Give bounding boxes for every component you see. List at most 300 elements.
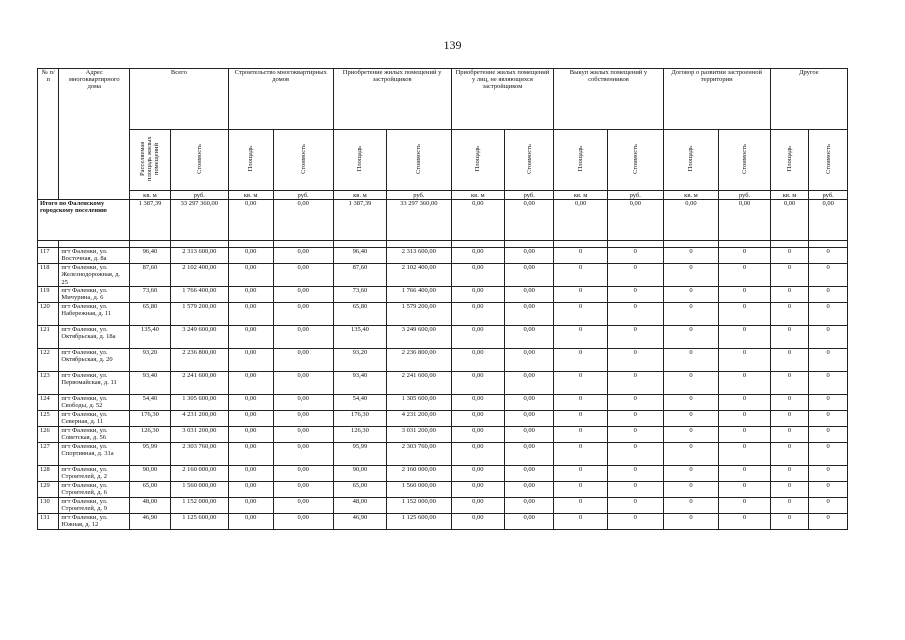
total-value-cell: 1 387,39 — [130, 200, 171, 241]
row-value-cell: 0 — [809, 303, 848, 326]
spacer-cell — [273, 241, 333, 248]
spacer-cell — [770, 241, 809, 248]
row-value-cell: 0,00 — [228, 498, 273, 514]
row-value-cell: 0,00 — [451, 514, 505, 530]
row-value-cell: 0 — [809, 326, 848, 349]
row-value-cell: 3 031 200,00 — [170, 427, 228, 443]
row-value-cell: 3 031 200,00 — [387, 427, 451, 443]
subheader-label: Стоимость — [525, 144, 533, 174]
row-value-cell: 1 125 600,00 — [387, 514, 451, 530]
header-group-total: Всего — [130, 69, 229, 130]
row-value-cell: 1 560 000,00 — [387, 482, 451, 498]
row-value-cell: 0,00 — [505, 482, 554, 498]
row-value-cell: 0 — [770, 248, 809, 264]
row-value-cell: 0 — [554, 372, 608, 395]
row-value-cell: 0,00 — [228, 443, 273, 466]
row-number: 121 — [38, 326, 59, 349]
row-value-cell: 0 — [607, 411, 663, 427]
spacer-cell — [228, 241, 273, 248]
row-number: 123 — [38, 372, 59, 395]
row-value-cell: 0,00 — [228, 264, 273, 287]
row-value-cell: 93,40 — [130, 372, 171, 395]
row-value-cell: 0 — [809, 427, 848, 443]
row-value-cell: 0,00 — [273, 303, 333, 326]
row-value-cell: 0 — [809, 482, 848, 498]
table-row — [38, 264, 848, 287]
row-value-cell: 0,00 — [505, 287, 554, 303]
row-number: 118 — [38, 264, 59, 287]
row-number: 117 — [38, 248, 59, 264]
row-value-cell: 95,99 — [333, 443, 387, 466]
row-value-cell: 0 — [554, 349, 608, 372]
row-value-cell: 93,20 — [130, 349, 171, 372]
subheader-label: Площадь — [577, 146, 585, 172]
subheader-cell — [719, 130, 770, 191]
row-value-cell: 0 — [719, 466, 770, 482]
row-value-cell: 65,80 — [130, 303, 171, 326]
total-value-cell: 0,00 — [719, 200, 770, 241]
subheader-label: Площадь — [474, 146, 482, 172]
row-value-cell: 0,00 — [451, 326, 505, 349]
row-value-cell: 0,00 — [273, 427, 333, 443]
row-value-cell: 0,00 — [273, 466, 333, 482]
row-value-cell: 0 — [719, 514, 770, 530]
row-number: 131 — [38, 514, 59, 530]
row-value-cell: 0,00 — [228, 248, 273, 264]
row-value-cell: 0 — [554, 248, 608, 264]
resettlement-table — [37, 68, 848, 530]
row-value-cell: 3 249 600,00 — [387, 326, 451, 349]
row-value-cell: 0 — [663, 498, 719, 514]
total-value-cell: 33 297 360,00 — [170, 200, 228, 241]
row-value-cell: 96,40 — [333, 248, 387, 264]
row-value-cell: 0,00 — [228, 287, 273, 303]
row-value-cell: 0 — [770, 395, 809, 411]
row-address: пгт Фаленки, ул. Первомайская, д. 11 — [59, 372, 130, 395]
row-value-cell: 2 236 800,00 — [170, 349, 228, 372]
row-value-cell: 54,40 — [130, 395, 171, 411]
row-value-cell: 4 231 200,00 — [387, 411, 451, 427]
row-value-cell: 0,00 — [273, 482, 333, 498]
row-value-cell: 0 — [663, 264, 719, 287]
row-value-cell: 0 — [554, 287, 608, 303]
header-group-other: Другое — [770, 69, 847, 130]
table-row — [38, 287, 848, 303]
row-value-cell: 0 — [554, 466, 608, 482]
spacer-cell — [387, 241, 451, 248]
row-value-cell: 87,60 — [130, 264, 171, 287]
row-value-cell: 2 241 600,00 — [387, 372, 451, 395]
row-value-cell: 0 — [770, 498, 809, 514]
row-value-cell: 0,00 — [505, 264, 554, 287]
row-value-cell: 0,00 — [273, 349, 333, 372]
row-value-cell: 0 — [719, 482, 770, 498]
row-number: 120 — [38, 303, 59, 326]
total-value-cell: 0,00 — [228, 200, 273, 241]
row-value-cell: 176,30 — [333, 411, 387, 427]
row-address: пгт Фаленки, ул. Набережная, д. 11 — [59, 303, 130, 326]
row-value-cell: 90,00 — [333, 466, 387, 482]
row-value-cell: 0 — [719, 287, 770, 303]
row-value-cell: 0 — [770, 443, 809, 466]
row-value-cell: 1 305 600,00 — [170, 395, 228, 411]
total-value-cell: 0,00 — [607, 200, 663, 241]
row-value-cell: 2 102 400,00 — [170, 264, 228, 287]
subheader-label: Площадь — [786, 146, 794, 172]
table-row — [38, 443, 848, 466]
row-value-cell: 126,30 — [130, 427, 171, 443]
spacer-row — [38, 241, 848, 248]
row-value-cell: 0 — [719, 326, 770, 349]
subheader-label: Стоимость — [741, 144, 749, 174]
row-value-cell: 0 — [809, 349, 848, 372]
row-value-cell: 93,40 — [333, 372, 387, 395]
unit-cell: кв. м — [663, 191, 719, 200]
row-value-cell: 0 — [770, 326, 809, 349]
subheader-cell — [505, 130, 554, 191]
row-value-cell: 0,00 — [228, 411, 273, 427]
row-value-cell: 0,00 — [505, 498, 554, 514]
row-value-cell: 0,00 — [505, 303, 554, 326]
row-value-cell: 0 — [770, 287, 809, 303]
unit-cell: руб. — [719, 191, 770, 200]
row-value-cell: 0 — [607, 427, 663, 443]
row-value-cell: 0 — [554, 326, 608, 349]
spacer-cell — [170, 241, 228, 248]
row-value-cell: 0,00 — [273, 248, 333, 264]
total-label: Итого по Фаленскому городскому поселению — [38, 200, 130, 241]
row-value-cell: 0,00 — [451, 303, 505, 326]
row-value-cell: 0 — [770, 411, 809, 427]
row-address: пгт Фаленки, ул. Октябрьская, д. 20 — [59, 349, 130, 372]
row-value-cell: 0 — [719, 395, 770, 411]
header-group-non-developers: Приобретение жилых помещений у лиц, не являющихся застройщиком — [451, 69, 554, 130]
subheader-label: Стоимость — [415, 144, 423, 174]
subheader-cell — [273, 130, 333, 191]
row-value-cell: 1 579 200,00 — [387, 303, 451, 326]
row-value-cell: 0 — [719, 427, 770, 443]
row-value-cell: 2 236 800,00 — [387, 349, 451, 372]
table-row — [38, 248, 848, 264]
row-value-cell: 65,00 — [333, 482, 387, 498]
row-value-cell: 0,00 — [505, 427, 554, 443]
row-value-cell: 0 — [809, 395, 848, 411]
row-value-cell: 0,00 — [228, 514, 273, 530]
row-value-cell: 0,00 — [451, 466, 505, 482]
row-value-cell: 135,40 — [333, 326, 387, 349]
subheader-cell — [770, 130, 809, 191]
row-value-cell: 0 — [554, 303, 608, 326]
subheader-label: Расселяемая площадь жилых помещений — [139, 136, 161, 182]
row-value-cell: 0 — [770, 372, 809, 395]
row-value-cell: 0 — [607, 498, 663, 514]
row-value-cell: 2 160 000,00 — [170, 466, 228, 482]
subheader-cell — [228, 130, 273, 191]
header-group-development-agreement: Договор о развитии застроенной территории — [663, 69, 770, 130]
header-address: Адрес многоквартирного дома — [59, 69, 130, 200]
row-value-cell: 0,00 — [505, 466, 554, 482]
row-value-cell: 0 — [770, 303, 809, 326]
row-value-cell: 46,90 — [130, 514, 171, 530]
row-value-cell: 1 125 600,00 — [170, 514, 228, 530]
row-value-cell: 0,00 — [505, 514, 554, 530]
row-value-cell: 1 305 600,00 — [387, 395, 451, 411]
row-value-cell: 0 — [607, 372, 663, 395]
row-value-cell: 4 231 200,00 — [170, 411, 228, 427]
row-value-cell: 65,80 — [333, 303, 387, 326]
unit-cell: руб. — [505, 191, 554, 200]
row-value-cell: 0 — [809, 411, 848, 427]
row-value-cell: 0 — [719, 411, 770, 427]
row-value-cell: 1 766 400,00 — [387, 287, 451, 303]
row-number: 128 — [38, 466, 59, 482]
row-value-cell: 0 — [719, 498, 770, 514]
unit-cell: кв. м — [554, 191, 608, 200]
row-number: 129 — [38, 482, 59, 498]
row-address: пгт Фаленки, ул. Железнодорожная, д. 25 — [59, 264, 130, 287]
row-value-cell: 0,00 — [505, 326, 554, 349]
row-value-cell: 93,20 — [333, 349, 387, 372]
row-value-cell: 1 152 000,00 — [387, 498, 451, 514]
subheader-cell — [130, 130, 171, 191]
row-value-cell: 0 — [663, 411, 719, 427]
subheader-label: Площадь — [687, 146, 695, 172]
subheader-label: Стоимость — [824, 144, 832, 174]
spacer-cell — [663, 241, 719, 248]
row-address: пгт Фаленки, ул. Спортивная, д. 31а — [59, 443, 130, 466]
subheader-label: Площадь — [356, 146, 364, 172]
row-value-cell: 2 160 000,00 — [387, 466, 451, 482]
row-value-cell: 0,00 — [273, 264, 333, 287]
row-value-cell: 0,00 — [451, 498, 505, 514]
row-value-cell: 0,00 — [451, 411, 505, 427]
row-value-cell: 0 — [809, 264, 848, 287]
row-value-cell: 0 — [663, 482, 719, 498]
unit-cell: кв. м — [770, 191, 809, 200]
row-value-cell: 176,30 — [130, 411, 171, 427]
row-value-cell: 0 — [607, 349, 663, 372]
row-value-cell: 0,00 — [228, 349, 273, 372]
row-value-cell: 2 313 600,00 — [170, 248, 228, 264]
units-row — [38, 191, 848, 200]
row-value-cell: 0,00 — [228, 482, 273, 498]
row-value-cell: 0 — [554, 411, 608, 427]
row-value-cell: 0 — [809, 372, 848, 395]
row-value-cell: 0 — [663, 466, 719, 482]
page-number: 139 — [443, 38, 462, 52]
unit-cell: руб. — [273, 191, 333, 200]
row-value-cell: 0,00 — [505, 349, 554, 372]
spacer-cell — [719, 241, 770, 248]
row-value-cell: 0 — [663, 349, 719, 372]
row-value-cell: 54,40 — [333, 395, 387, 411]
row-value-cell: 0 — [809, 287, 848, 303]
subheader-cell — [333, 130, 387, 191]
row-value-cell: 0 — [770, 349, 809, 372]
row-value-cell: 0 — [809, 466, 848, 482]
row-value-cell: 0 — [663, 427, 719, 443]
row-value-cell: 0,00 — [451, 482, 505, 498]
row-value-cell: 2 303 760,00 — [387, 443, 451, 466]
row-value-cell: 1 152 000,00 — [170, 498, 228, 514]
row-value-cell: 0 — [770, 482, 809, 498]
table-row — [38, 482, 848, 498]
row-value-cell: 0 — [719, 303, 770, 326]
row-address: пгт Фаленки, ул. Строителей, д. 2 — [59, 466, 130, 482]
table-row — [38, 466, 848, 482]
row-address: пгт Фаленки, ул. Мичурина, д. 6 — [59, 287, 130, 303]
row-value-cell: 0 — [607, 303, 663, 326]
row-address: пгт Фаленки, ул. Советская, д. 56 — [59, 427, 130, 443]
row-value-cell: 0 — [809, 498, 848, 514]
row-value-cell: 0 — [809, 514, 848, 530]
subheader-cell — [809, 130, 848, 191]
row-value-cell: 0 — [663, 514, 719, 530]
subheader-cell — [554, 130, 608, 191]
row-value-cell: 0,00 — [228, 466, 273, 482]
row-value-cell: 2 303 760,00 — [170, 443, 228, 466]
row-value-cell: 2 102 400,00 — [387, 264, 451, 287]
row-value-cell: 0,00 — [228, 326, 273, 349]
row-value-cell: 0 — [554, 443, 608, 466]
row-value-cell: 0,00 — [505, 248, 554, 264]
row-value-cell: 0,00 — [451, 264, 505, 287]
spacer-cell — [809, 241, 848, 248]
total-value-cell: 33 297 360,00 — [387, 200, 451, 241]
total-row — [38, 200, 848, 241]
row-value-cell: 0,00 — [273, 287, 333, 303]
subheader-cell — [387, 130, 451, 191]
row-value-cell: 0 — [663, 395, 719, 411]
row-value-cell: 0 — [554, 482, 608, 498]
table-row — [38, 411, 848, 427]
row-value-cell: 1 560 000,00 — [170, 482, 228, 498]
row-address: пгт Фаленки, ул. Строителей, д. 9 — [59, 498, 130, 514]
row-value-cell: 0 — [719, 349, 770, 372]
subheader-cell — [607, 130, 663, 191]
row-value-cell: 0 — [770, 264, 809, 287]
row-value-cell: 1 766 400,00 — [170, 287, 228, 303]
header-group-developers: Приобретение жилых помещений у застройщиков — [333, 69, 451, 130]
spacer-cell — [333, 241, 387, 248]
row-value-cell: 0,00 — [228, 303, 273, 326]
row-value-cell: 0,00 — [273, 395, 333, 411]
row-value-cell: 0 — [663, 443, 719, 466]
total-value-cell: 0,00 — [554, 200, 608, 241]
subheader-cell — [170, 130, 228, 191]
row-value-cell: 96,40 — [130, 248, 171, 264]
subheader-cell — [663, 130, 719, 191]
row-value-cell: 0 — [554, 264, 608, 287]
row-value-cell: 0 — [663, 287, 719, 303]
row-value-cell: 0,00 — [228, 372, 273, 395]
row-value-cell: 0,00 — [505, 443, 554, 466]
table-row — [38, 427, 848, 443]
row-value-cell: 1 579 200,00 — [170, 303, 228, 326]
row-value-cell: 0,00 — [273, 411, 333, 427]
row-value-cell: 0 — [607, 443, 663, 466]
row-value-cell: 0,00 — [505, 411, 554, 427]
header-group-construction: Строительство многоквартирных домов — [228, 69, 333, 130]
row-value-cell: 2 241 600,00 — [170, 372, 228, 395]
row-value-cell: 0,00 — [451, 395, 505, 411]
spacer-cell — [38, 241, 59, 248]
row-value-cell: 0 — [607, 395, 663, 411]
table-row — [38, 514, 848, 530]
spacer-cell — [505, 241, 554, 248]
row-value-cell: 0 — [554, 514, 608, 530]
subheader-label: Стоимость — [299, 144, 307, 174]
row-value-cell: 48,00 — [130, 498, 171, 514]
table-row — [38, 395, 848, 411]
row-value-cell: 0,00 — [451, 349, 505, 372]
row-value-cell: 0,00 — [451, 248, 505, 264]
row-value-cell: 90,00 — [130, 466, 171, 482]
unit-cell: руб. — [809, 191, 848, 200]
row-number: 122 — [38, 349, 59, 372]
subheader-label: Площадь — [247, 146, 255, 172]
unit-cell: кв. м — [130, 191, 171, 200]
row-value-cell: 0 — [607, 287, 663, 303]
row-value-cell: 135,40 — [130, 326, 171, 349]
total-value-cell: 0,00 — [273, 200, 333, 241]
total-value-cell: 1 387,39 — [333, 200, 387, 241]
table-row — [38, 303, 848, 326]
header-row — [38, 69, 848, 130]
row-value-cell: 65,00 — [130, 482, 171, 498]
header-num: № п/п — [38, 69, 59, 200]
row-value-cell: 0,00 — [451, 427, 505, 443]
row-value-cell: 0,00 — [273, 514, 333, 530]
row-value-cell: 0 — [663, 326, 719, 349]
row-value-cell: 0 — [770, 427, 809, 443]
row-value-cell: 0 — [554, 395, 608, 411]
row-value-cell: 0 — [719, 443, 770, 466]
row-value-cell: 0 — [809, 248, 848, 264]
total-value-cell: 0,00 — [663, 200, 719, 241]
subheader-label: Стоимость — [195, 144, 203, 174]
total-value-cell: 0,00 — [770, 200, 809, 241]
row-value-cell: 0 — [719, 372, 770, 395]
row-value-cell: 0 — [770, 514, 809, 530]
row-value-cell: 0,00 — [451, 287, 505, 303]
table-row — [38, 326, 848, 349]
row-address: пгт Фаленки, ул. Свободы, д. 52 — [59, 395, 130, 411]
row-value-cell: 0,00 — [228, 395, 273, 411]
row-value-cell: 0,00 — [228, 427, 273, 443]
row-address: пгт Фаленки, ул. Южная, д. 12 — [59, 514, 130, 530]
row-value-cell: 2 313 600,00 — [387, 248, 451, 264]
row-value-cell: 0,00 — [505, 372, 554, 395]
spacer-cell — [130, 241, 171, 248]
row-value-cell: 0,00 — [273, 443, 333, 466]
row-value-cell: 0,00 — [273, 326, 333, 349]
row-value-cell: 0,00 — [451, 372, 505, 395]
unit-cell: руб. — [387, 191, 451, 200]
row-value-cell: 0 — [607, 514, 663, 530]
row-value-cell: 0 — [554, 427, 608, 443]
row-value-cell: 0 — [607, 326, 663, 349]
subheader-label: Стоимость — [631, 144, 639, 174]
row-address: пгт Фаленки, ул. Октябрьская, д. 18а — [59, 326, 130, 349]
unit-cell: кв. м — [451, 191, 505, 200]
row-number: 119 — [38, 287, 59, 303]
row-number: 125 — [38, 411, 59, 427]
total-value-cell: 0,00 — [809, 200, 848, 241]
row-value-cell: 0 — [607, 264, 663, 287]
unit-cell: кв. м — [228, 191, 273, 200]
row-value-cell: 0,00 — [273, 498, 333, 514]
